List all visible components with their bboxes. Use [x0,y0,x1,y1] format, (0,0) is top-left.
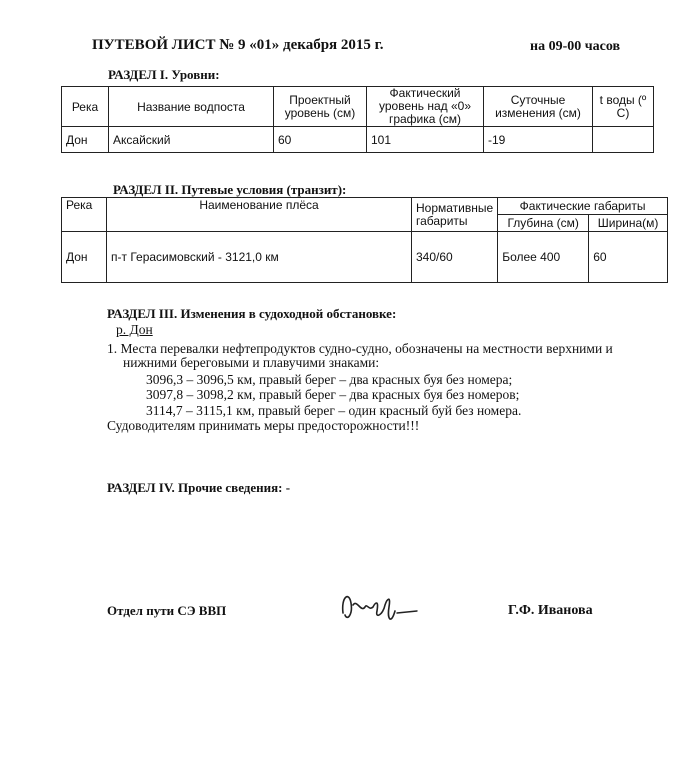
cell-river: Дон [62,127,109,153]
footer-department: Отдел пути СЭ ВВП [107,603,227,618]
col-stretch: Наименование плёса [107,198,412,232]
list-item: 3114,7 – 3115,1 км, правый берег – один красный буй без номера. [146,403,522,418]
cell-river: Дон [62,232,107,283]
col-normative: Нормативные габариты [412,198,498,232]
col-river: Река [62,198,107,232]
col-daily-change: Суточные изменения (см) [484,87,593,127]
col-station: Название водпоста [109,87,274,127]
section3-note: Судоводителям принимать меры предосторожности!!! [107,418,420,433]
section2-title: РАЗДЕЛ II. Путевые условия (транзит): [113,182,347,197]
signature-icon [335,585,430,630]
section3-item1-line2: нижними береговыми и плавучими знаками: [123,355,380,370]
cell-depth: Более 400 [498,232,589,283]
cell-daily-change: -19 [484,127,593,153]
list-item: 3096,3 – 3096,5 км, правый берег – два красных буя без номера; [146,372,513,387]
list-item: 3097,8 – 3098,2 км, правый берег – два красных буя без номеров; [146,387,520,402]
route-header-row [62,198,668,215]
document-time: на 09-00 часов [530,39,621,54]
cell-normative: 340/60 [412,232,498,283]
cell-actual-level: 101 [367,127,484,153]
levels-header-row [62,87,654,127]
col-depth: Глубина (см) [498,215,589,232]
table-row [62,127,654,153]
col-water-temp: t воды (º С) [593,87,654,127]
route-table [61,197,668,283]
cell-station: Аксайский [109,127,274,153]
section4-title: РАЗДЕЛ IV. Прочие сведения: - [107,480,291,495]
section3-item1-line1: 1. Места перевалки нефтепродуктов судно-судно, обозначены на местности верхними и [107,341,613,356]
section3-river: р. Дон [116,322,153,337]
document-title: ПУТЕВОЙ ЛИСТ № 9 «01» декабря 2015 г. [92,37,384,53]
cell-stretch: п-т Герасимовский - 3121,0 км [107,232,412,283]
table-row [62,232,668,283]
cell-water-temp [593,127,654,153]
footer-name: Г.Ф. Иванова [508,603,593,618]
cell-project-level: 60 [274,127,367,153]
col-river: Река [62,87,109,127]
section1-title: РАЗДЕЛ I. Уровни: [108,67,220,82]
col-width: Ширина(м) [589,215,668,232]
cell-width: 60 [589,232,668,283]
col-project-level: Проектный уровень (см) [274,87,367,127]
levels-table [61,86,654,153]
section3-title: РАЗДЕЛ III. Изменения в судоходной обстановке: [107,306,397,321]
col-actual-level: Фактический уровень над «0» графика (см) [367,87,484,127]
col-actual: Фактические габариты [498,198,668,215]
